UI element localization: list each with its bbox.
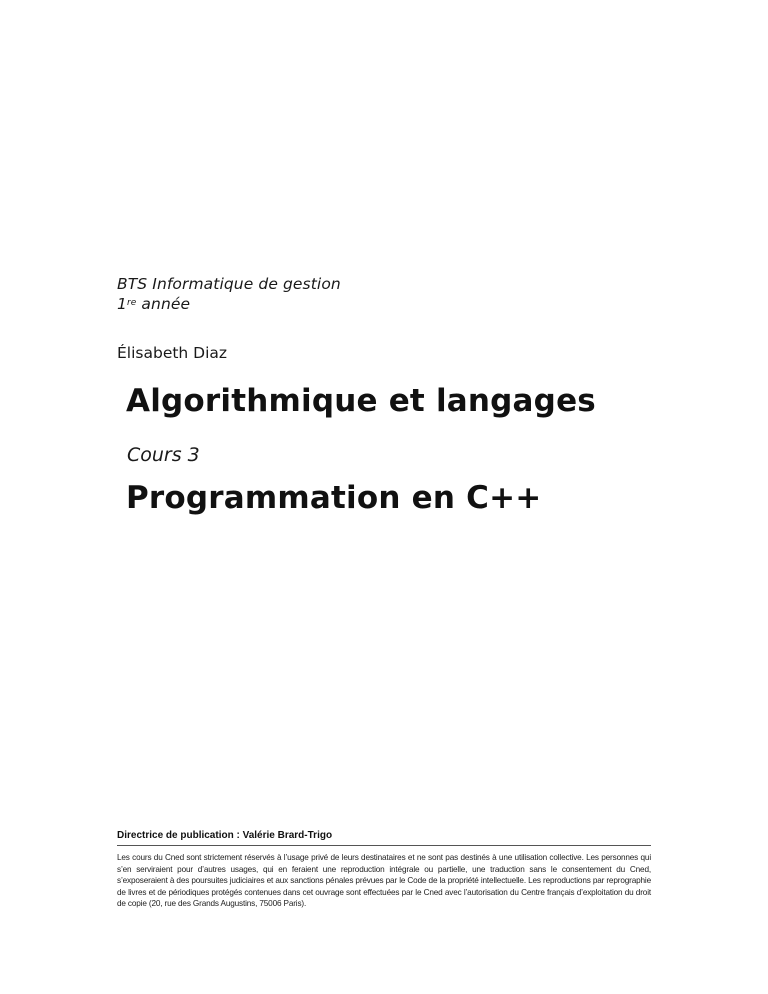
program-year-ordinal: re xyxy=(126,298,137,308)
program-year-label: année xyxy=(136,295,191,313)
program-year-number: 1 xyxy=(117,295,127,313)
publication-director: Directrice de publication : Valérie Brard-Trigo xyxy=(117,830,333,841)
legal-notice: Les cours du Cned sont strictement réservés à l’usage privé de leurs destinataires et ne sont pas destinés à une utilisation collective. Les personnes qui s’en serviraient pour d’autres usages, qui en feraient une reproduction intégrale ou partielle, une traduction sans le consentement du Cned, s’exposeraient à des poursuites judiciaires et aux sanctions pénales prévues par le Code de la propriété intellectuelle. Les reproductions par reprographie de livres et de périodiques protégés contenues dans cet ouvrage sont effectuées par le Cned avec l’autorisation du Centre français d’exploitation du droit de copie (20, rue des Grands Augustins, 75006 Paris). xyxy=(117,853,651,909)
program-year xyxy=(117,294,190,314)
footer-divider xyxy=(117,845,651,846)
program-name: BTS Informatique de gestion xyxy=(117,275,341,293)
author-name: Élisabeth Diaz xyxy=(117,344,228,362)
course-number: Cours 3 xyxy=(127,444,200,466)
main-title: Algorithmique et langages xyxy=(126,383,596,419)
course-title: Programmation en C++ xyxy=(126,480,542,516)
